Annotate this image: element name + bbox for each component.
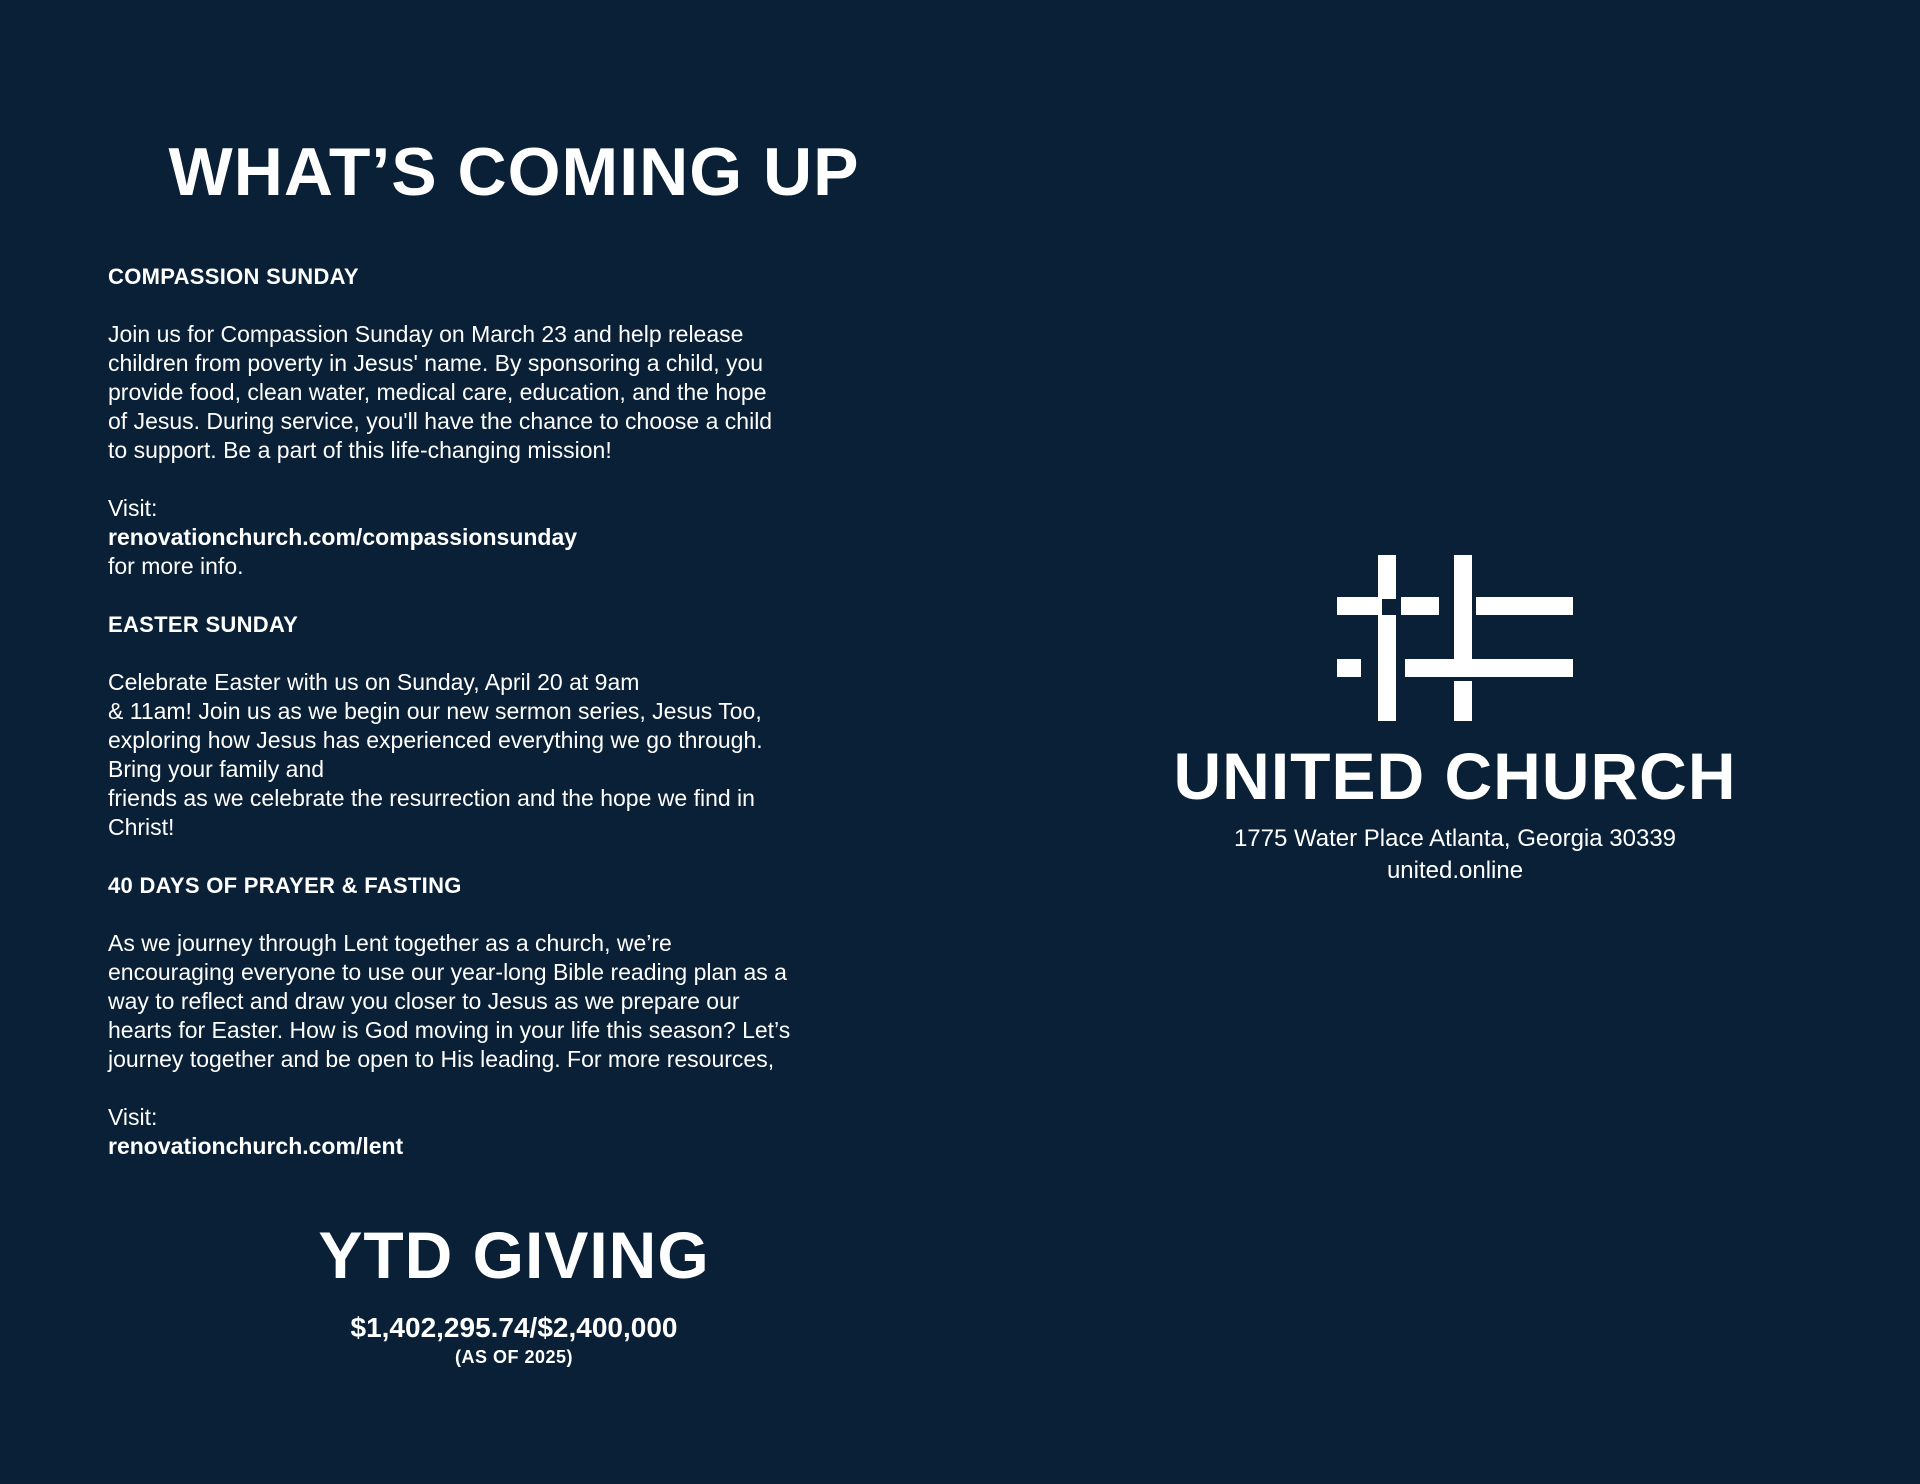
visit-suffix: for more info.: [108, 553, 244, 579]
lent-resources-link[interactable]: renovationchurch.com/lent: [108, 1133, 404, 1159]
ytd-giving-section: [108, 1218, 920, 1367]
event-description: Celebrate Easter with us on Sunday, April 20 at 9am & 11am! Join us as we begin our new sermon series, Jesus Too, exploring how Jesus has experienced everything we go through. Bring your family and friends as we celebrate the resurrection and the hope we find in Christ!: [108, 669, 763, 840]
giving-title: YTD GIVING: [318, 1218, 710, 1292]
church-address: 1775 Water Place Atlanta, Georgia 30339: [1233, 825, 1677, 852]
church-website-link[interactable]: united.online: [1386, 857, 1524, 884]
event-visit-info: [108, 494, 928, 581]
event-description: As we journey through Lent together as a church, we’re encouraging everyone to use our year-long Bible reading plan as a way to reflect and draw you closer to Jesus as we prepare our hearts for Easter. How is God moving in your life this season? Let’s journey together and be open to His leading. For more resources,: [108, 930, 791, 1072]
church-name: UNITED CHURCH: [1173, 739, 1737, 813]
event-prayer-fasting: [108, 871, 928, 1161]
event-visit-info: [108, 1103, 928, 1161]
giving-note: (AS OF 2025): [454, 1347, 574, 1367]
event-description: Join us for Compassion Sunday on March 23 and help release children from poverty in Jesus' name. By sponsoring a child, you provide food, clean water, medical care, education, and the hope of Jesus. During service, you'll have the chance to choose a child to support. Be a part of this life-changing mission!: [108, 321, 773, 463]
page-title: WHAT’S COMING UP: [168, 134, 860, 210]
event-heading: COMPASSION SUNDAY: [108, 264, 359, 289]
event-heading: 40 DAYS OF PRAYER & FASTING: [108, 873, 462, 898]
compassion-sunday-link[interactable]: renovationchurch.com/compassionsunday: [108, 524, 578, 550]
event-heading: EASTER SUNDAY: [108, 612, 299, 637]
church-brand: [1120, 555, 1790, 887]
visit-label: Visit:: [108, 1104, 158, 1130]
visit-label: Visit:: [108, 495, 158, 521]
event-compassion-sunday: [108, 262, 928, 581]
woven-cross-logo-icon: [1337, 555, 1573, 721]
event-easter-sunday: [108, 610, 928, 842]
giving-amount: $1,402,295.74/$2,400,000: [350, 1312, 678, 1343]
events-list: [108, 262, 928, 1190]
